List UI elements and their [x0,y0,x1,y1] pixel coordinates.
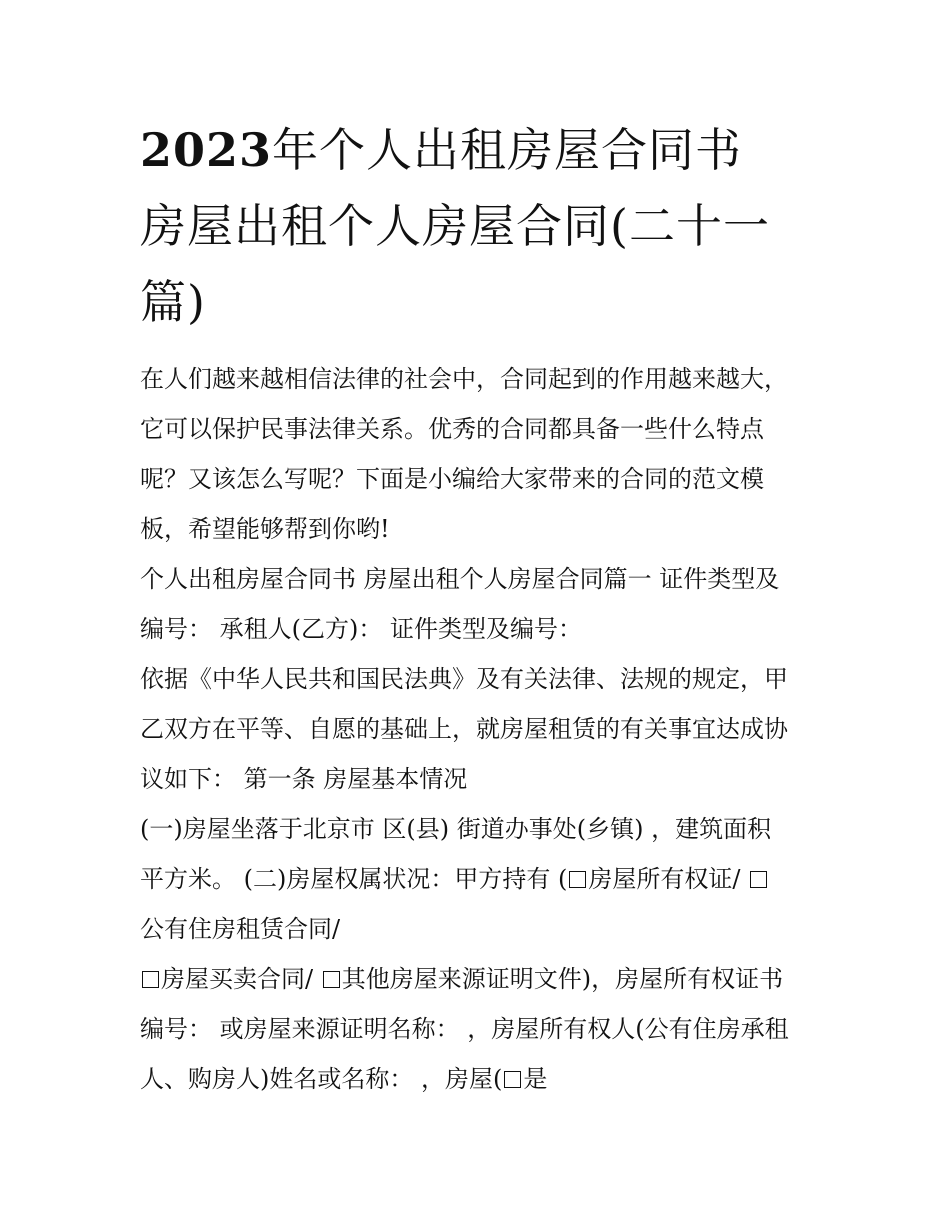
intro-paragraph [140,354,820,554]
intro-line: 呢？又该怎么写呢？下面是小编给大家带来的合同的范文模 [140,465,764,493]
section-1-line: 个人出租房屋合同书 房屋出租个人房屋合同篇一 证件类型及 [140,565,780,593]
section-2-line: 依据《中华人民共和国民法典》及有关法律、法规的规定，甲 [140,665,788,693]
section-3-line: 公有住房租赁合同/ [140,915,341,943]
intro-line: 板，希望能够帮到你哟! [140,515,390,543]
document-page [140,112,820,1104]
checkbox-icon [750,871,767,888]
section-4-line: 是 [523,1065,548,1093]
checkbox-icon [142,971,159,988]
section-4-line: 房屋买卖合同/ [161,965,321,993]
section-2-paragraph [140,654,820,804]
section-2-line: 议如下： 第一条 房屋基本情况 [140,765,468,793]
section-3-line: 房屋所有权证/ [588,865,749,893]
checkbox-icon [323,971,340,988]
section-4-paragraph [140,954,820,1104]
title-line-3: 篇) [140,275,206,329]
title-line-2: 房屋出租个人房屋合同(二十一 [140,199,770,253]
document-title [140,112,820,340]
section-2-line: 乙双方在平等、自愿的基础上，就房屋租赁的有关事宜达成协 [140,715,788,743]
intro-line: 它可以保护民事法律关系。优秀的合同都具备一些什么特点 [140,415,764,443]
section-4-line: 编号： 或房屋来源证明名称： ，房屋所有权人(公有住房承租 [140,1015,789,1043]
title-year: 2023 [140,123,273,177]
checkbox-icon [504,1071,521,1088]
section-1-line: 编号： 承租人(乙方)： 证件类型及编号： [140,615,582,643]
section-3-paragraph [140,804,820,954]
checkbox-icon [569,871,586,888]
intro-line: 在人们越来越相信法律的社会中，合同起到的作用越来越大， [140,365,788,393]
title-line-1 [140,112,820,188]
section-1-paragraph [140,554,820,654]
section-4-line: 人、购房人)姓名或名称： ，房屋( [140,1065,503,1093]
section-3-line: (一)房屋坐落于北京市 区(县) 街道办事处(乡镇) ，建筑面积 [140,815,772,843]
title-line-1-text: 年个人出租房屋合同书 [272,123,743,177]
section-4-line: 其他房屋来源证明文件)，房屋所有权证书 [341,965,784,993]
section-3-line: 平方米。 (二)房屋权属状况：甲方持有 ( [140,865,568,893]
